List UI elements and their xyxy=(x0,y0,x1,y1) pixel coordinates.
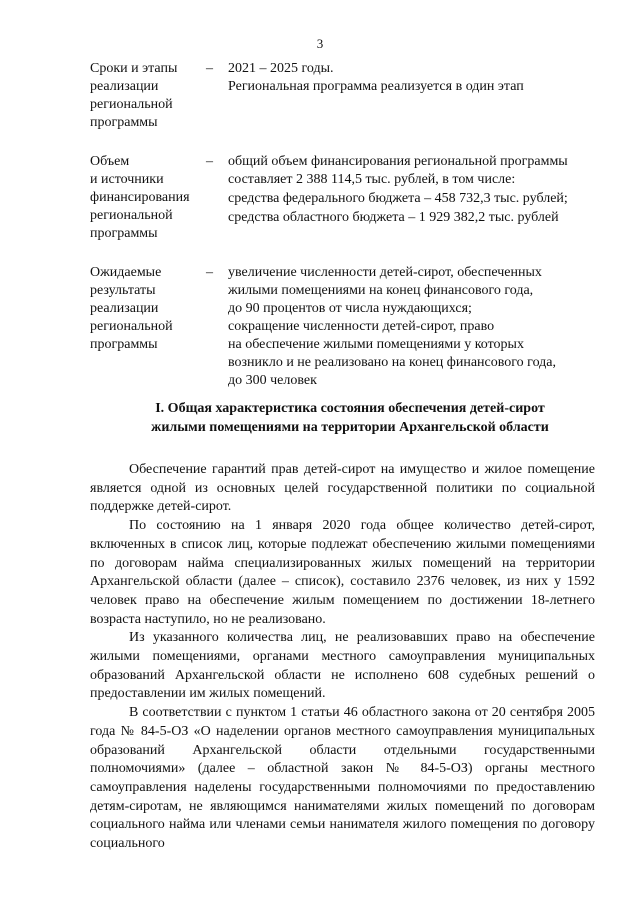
passport-value-line: на обеспечение жилыми помещениями у которых xyxy=(228,337,524,352)
passport-value-line: до 90 процентов от числа нуждающихся; xyxy=(228,301,472,316)
program-passport-table xyxy=(90,60,610,411)
body-paragraph: В соответствии с пунктом 1 статьи 46 областного закона от 20 сентября 2005 года № 84-5-ОЗ «О наделении органов местного самоуправления муниципальных образований Архангельской области отдельными государственными полномочиями» (далее – областной закон № 84-5-ОЗ) органы местного самоуправления наделены государственными полномочиями по предоставлению детям-сиротам, не являющимся нанимателями жилых помещений по договорам социального найма или членами семьи нанимателя жилого помещения по договору социального xyxy=(90,705,595,852)
passport-value-line: составляет 2 388 114,5 тыс. рублей, в том числе: xyxy=(228,172,516,187)
section-heading xyxy=(90,399,610,437)
passport-value-line: жилыми помещениями на конец финансового года, xyxy=(228,283,534,298)
passport-value-line: общий объем финансирования региональной программы xyxy=(228,154,568,169)
passport-dash: – xyxy=(206,154,213,169)
passport-value-line: Региональная программа реализуется в один этап xyxy=(228,79,524,94)
passport-dash: – xyxy=(206,61,213,76)
passport-value xyxy=(228,153,610,243)
passport-label-line: программы xyxy=(90,337,158,352)
passport-label-line: реализации xyxy=(90,79,159,94)
passport-label-line: и источники xyxy=(90,172,164,187)
passport-row-financing xyxy=(90,153,610,243)
passport-value-line: средства федерального бюджета – 458 732,3 тыс. рублей; xyxy=(228,191,568,206)
passport-value-line: сокращение численности детей-сирот, право xyxy=(228,319,495,334)
passport-value-line: до 300 человек xyxy=(228,373,317,388)
passport-value xyxy=(228,264,610,390)
passport-value-line: возникло и не реализовано на конец финансового года, xyxy=(228,355,557,370)
passport-label-line: финансирования xyxy=(90,190,190,205)
passport-label-line: Ожидаемые xyxy=(90,265,162,280)
passport-label-line: программы xyxy=(90,115,158,130)
passport-row-results xyxy=(90,264,610,390)
passport-value-line: 2021 – 2025 годы. xyxy=(228,61,334,76)
passport-label-line: Объем xyxy=(90,154,130,169)
passport-label-line: программы xyxy=(90,226,158,241)
passport-value-line: увеличение численности детей-сирот, обеспеченных xyxy=(228,265,542,280)
passport-label-line: реализации xyxy=(90,301,159,316)
passport-value-line: средства областного бюджета – 1 929 382,2 тыс. рублей xyxy=(228,210,559,225)
passport-label-line: региональной xyxy=(90,319,173,334)
passport-label-line: региональной xyxy=(90,208,173,223)
page-number: 3 xyxy=(316,36,324,51)
passport-row-timeline xyxy=(90,60,610,132)
passport-label-line: Сроки и этапы xyxy=(90,61,178,76)
section-heading-line: жилыми помещениями на территории Архангельской области xyxy=(151,420,549,435)
passport-label-line: региональной xyxy=(90,97,173,112)
passport-value xyxy=(228,60,610,132)
section-heading-line: I. Общая характеристика состояния обеспечения детей-сирот xyxy=(155,401,545,416)
body-paragraph: Обеспечение гарантий прав детей-сирот на имущество и жилое помещение является одной из основных целей государственной политики по социальной поддержке детей-сирот. xyxy=(90,462,595,515)
passport-label xyxy=(90,264,205,354)
section-body xyxy=(90,461,595,854)
passport-label xyxy=(90,60,205,132)
body-paragraph: По состоянию на 1 января 2020 года общее количество детей-сирот, включенных в список лиц, которые подлежат обеспечению жилыми помещениями по договорам найма специализированных жилых помещений на территории Архангельской области (далее – список), составило 2376 человек, из них у 1592 человек право на обеспечение жилым помещением по достижении 18-летнего возраста наступило, но не реализовано. xyxy=(90,518,595,627)
passport-dash: – xyxy=(206,265,213,280)
body-paragraph: Из указанного количества лиц, не реализовавших право на обеспечение жилыми помещениями, органами местного самоуправления муниципальных образований Архангельской области не исполнено 608 судебных решений о предоставлении им жилых помещений. xyxy=(90,630,595,702)
passport-label xyxy=(90,153,205,243)
passport-label-line: результаты xyxy=(90,283,156,298)
